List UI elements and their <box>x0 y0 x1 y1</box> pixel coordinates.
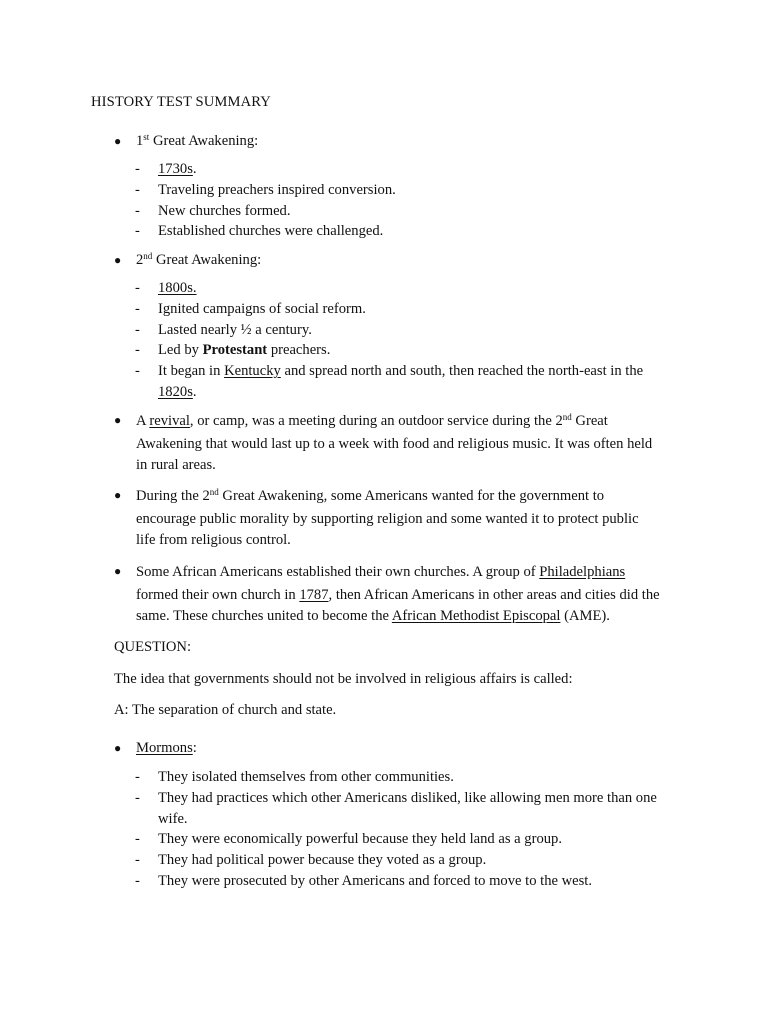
bullet-revival: ● A revival, or camp, was a meeting during an outdoor service during the 2nd Great Awakening that would last up to a week with food and religious music. It was often held in rural areas. <box>114 412 653 473</box>
bullet-mormons: ● Mormons: <box>114 738 679 759</box>
list-item: - They had political power because they voted as a group. <box>135 852 487 869</box>
page-title: HISTORY TEST SUMMARY <box>91 94 271 110</box>
bullet-public-morality: ● During the 2nd Great Awakening, some Americans wanted for the government to encourage public morality by supporting religion and some wanted it to protect public life from religious control. <box>114 487 639 548</box>
answer-text: A: The separation of church and state. <box>114 702 337 718</box>
question-label: QUESTION: <box>114 639 192 655</box>
first-awakening-list <box>135 159 680 242</box>
list-item: - They were prosecuted by other Americans and forced to move to the west. <box>135 872 593 889</box>
list-item: - New churches formed. <box>135 202 291 219</box>
mormons-list <box>135 767 680 892</box>
list-item: - Led by Protestant preachers. <box>135 342 331 359</box>
bullet-icon: ● <box>114 413 122 427</box>
list-item: - Lasted nearly ½ a century. <box>135 321 312 338</box>
bullet-icon: ● <box>114 253 122 267</box>
bullet-icon: ● <box>114 564 122 578</box>
list-item: - Established churches were challenged. <box>135 223 384 240</box>
list-item: - Traveling preachers inspired conversion. <box>135 181 396 198</box>
list-item: - They were economically powerful because they held land as a group. <box>135 831 563 848</box>
list-item: - They isolated themselves from other communities. <box>135 769 454 785</box>
bullet-icon: ● <box>114 741 122 755</box>
list-item: - 1800s. <box>135 280 197 296</box>
second-awakening-list <box>135 278 680 403</box>
question-text: The idea that governments should not be involved in religious affairs is called: <box>114 671 573 687</box>
list-item: - 1730s. <box>135 161 197 177</box>
list-item: - It began in Kentucky and spread north and south, then reached the north-east in the 1820s. <box>135 363 644 400</box>
bullet-icon: ● <box>114 488 122 502</box>
list-item: - They had practices which other Americans disliked, like allowing men more than one wife. <box>135 789 657 827</box>
list-item: - Ignited campaigns of social reform. <box>135 300 366 317</box>
bullet-first-great-awakening: ● 1st Great Awakening: <box>114 131 679 152</box>
bullet-african-american-churches: ● Some African Americans established their own churches. A group of Philadelphians formed their own church in 1787, then African Americans in other areas and cities did the same. These churches united to become the African Methodist Episcopal (AME). <box>114 561 679 627</box>
bullet-icon: ● <box>114 134 122 148</box>
bullet-second-great-awakening: ● 2nd Great Awakening: <box>114 250 679 271</box>
